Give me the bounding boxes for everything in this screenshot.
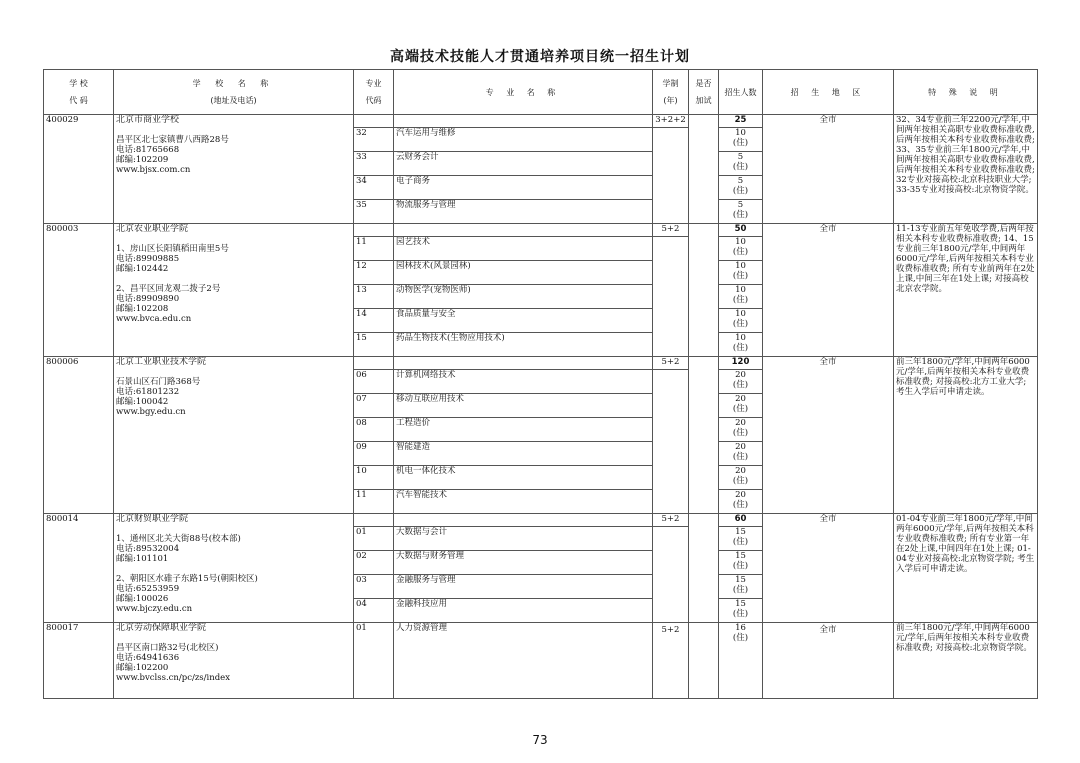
major-code: 08 [354,418,394,442]
major-enrollment: 15 (住) [719,599,763,623]
extra-exam [689,623,719,699]
duration: 5+2 [653,357,689,370]
major-name-empty [394,115,653,128]
school-row [44,514,1038,527]
major-name: 大数据与财务管理 [394,551,653,575]
major-code: 10 [354,466,394,490]
school-info [114,623,354,699]
school-address: 昌平区南口路32号(北校区) [116,643,219,653]
duration-empty [653,237,689,357]
duration: 5+2 [653,514,689,527]
school-info [114,224,354,357]
duration-empty [653,128,689,224]
major-code: 09 [354,442,394,466]
school-phone: 电话:61801232 [116,387,180,397]
school-website: www.bgy.edu.cn [116,407,186,417]
campus-phone: 电话:65253959 [116,584,180,594]
campus-address: 2、朝阳区水碓子东路15号(朝阳校区) [116,574,258,584]
school-address: 昌平区北七家镇曹八西路28号 [116,135,229,145]
major-enrollment: 20 (住) [719,442,763,466]
major-name: 园艺技术 [394,237,653,261]
campus-postcode: 邮编:100026 [116,594,169,604]
campus-address: 2、昌平区回龙观二拨子2号 [116,284,221,294]
header-school-name: 学 校 名 称 (地址及电话) [114,70,354,115]
major-code: 33 [354,152,394,176]
campus-phone: 电话:89909885 [116,254,180,264]
enrollment-total: 50 [719,224,763,237]
special-note: 11-13专业前五年免收学费,后两年按相关本科专业收费标准收费; 14、15专业前三年1800元/学年,中间两年6000元/学年,后两年按相关本科专业收费标准收费; 所有专业前两年在2处上课,中间三年在1处上课; 对接高校北京农学院。 [894,224,1038,357]
major-code: 07 [354,394,394,418]
major-enrollment: 16 (住) [719,623,763,699]
header-major-code: 专业 代码 [354,70,394,115]
major-name: 智能建造 [394,442,653,466]
header-enrollment: 招生人数 [719,70,763,115]
major-name: 汽车智能技术 [394,490,653,514]
school-website: www.bvca.edu.cn [116,314,192,324]
major-code-empty [354,357,394,370]
school-website: www.bjczy.edu.cn [116,604,193,614]
major-name: 动物医学(宠物医师) [394,285,653,309]
major-code: 11 [354,237,394,261]
header-major-name: 专 业 名 称 [394,70,653,115]
campus-phone: 电话:89909890 [116,294,180,304]
school-postcode: 邮编:100042 [116,397,169,407]
table-header-row [44,70,1038,115]
campus-postcode: 邮编:102208 [116,304,169,314]
major-name: 机电一体化技术 [394,466,653,490]
major-enrollment: 15 (住) [719,575,763,599]
area: 全市 [763,357,894,514]
school-code: 800014 [44,514,114,623]
major-enrollment: 5 (住) [719,152,763,176]
special-note: 前三年1800元/学年,中间两年6000元/学年,后两年按相关本科专业收费标准收费; 对接高校:北京物资学院。 [894,623,1038,699]
major-enrollment: 20 (住) [719,466,763,490]
major-name: 大数据与会计 [394,527,653,551]
duration-empty [653,527,689,623]
major-name: 金融服务与管理 [394,575,653,599]
major-enrollment: 20 (住) [719,370,763,394]
extra-exam [689,224,719,357]
school-code: 400029 [44,115,114,224]
school-postcode: 邮编:102200 [116,663,169,673]
major-code: 14 [354,309,394,333]
major-name: 物流服务与管理 [394,200,653,224]
special-note: 32、34专业前三年2200元/学年,中间两年按相关高职专业收费标准收费,后两年按相关本科专业收费标准收费; 33、35专业前三年1800元/学年,中间两年按相关高职专业收费标准收费,后两年按相关本科专业收费标准收费; 32专业对接高校:北京科技职业大学; 33-35专业对接高校:北京物资学院。 [894,115,1038,224]
duration: 5+2 [653,224,689,237]
special-note: 01-04专业前三年1800元/学年,中间两年6000元/学年,后两年按相关本科专业收费标准收费; 所有专业第一年在2处上课,中间四年在1处上课; 01-04专业对接高校:北京物资学院; 考生入学后可申请走读。 [894,514,1038,623]
special-note: 前三年1800元/学年,中间两年6000元/学年,后两年按相关本科专业收费标准收费; 对接高校:北方工业大学; 考生入学后可申请走读。 [894,357,1038,514]
major-enrollment: 10 (住) [719,261,763,285]
school-row [44,115,1038,128]
school-phone: 电话:81765668 [116,145,180,155]
major-name: 汽车运用与维修 [394,128,653,152]
major-code: 35 [354,200,394,224]
school-website: www.bvclss.cn/pc/zs/index [116,673,230,683]
major-name: 园林技术(风景园林) [394,261,653,285]
enrollment-total: 120 [719,357,763,370]
area: 全市 [763,115,894,224]
area: 全市 [763,224,894,357]
extra-exam [689,115,719,224]
school-code: 800017 [44,623,114,699]
major-code: 06 [354,370,394,394]
major-name: 移动互联应用技术 [394,394,653,418]
school-postcode: 邮编:102209 [116,155,169,165]
major-name-empty [394,357,653,370]
page-title: 高端技术技能人才贯通培养项目统一招生计划 [390,49,690,65]
school-name: 北京劳动保障职业学院 [116,623,207,633]
major-code: 11 [354,490,394,514]
header-extra-exam: 是否 加试 [689,70,719,115]
major-code-empty [354,514,394,527]
campus-postcode: 邮编:102442 [116,264,169,274]
major-code: 15 [354,333,394,357]
school-website: www.bjsx.com.cn [116,165,191,175]
major-name: 计算机网络技术 [394,370,653,394]
school-row [44,357,1038,370]
campus-address: 1、通州区北关大街88号(校本部) [116,534,241,544]
major-enrollment: 15 (住) [719,527,763,551]
campus-postcode: 邮编:101101 [116,554,169,564]
duration-empty [653,370,689,514]
header-notes: 特 殊 说 明 [894,70,1038,115]
major-name: 人力资源管理 [394,623,653,699]
major-enrollment: 5 (住) [719,176,763,200]
school-name: 北京农业职业学院 [116,224,189,234]
extra-exam [689,357,719,514]
major-code: 02 [354,551,394,575]
school-name: 北京市商业学校 [116,115,180,125]
school-code: 800006 [44,357,114,514]
school-info [114,514,354,623]
major-code: 04 [354,599,394,623]
campus-phone: 电话:89532004 [116,544,180,554]
header-duration: 学制 (年) [653,70,689,115]
school-name: 北京财贸职业学院 [116,514,189,524]
enrollment-total: 60 [719,514,763,527]
major-code: 13 [354,285,394,309]
extra-exam [689,514,719,623]
major-code: 32 [354,128,394,152]
school-info [114,115,354,224]
major-enrollment: 5 (住) [719,200,763,224]
major-enrollment: 10 (住) [719,333,763,357]
major-code: 01 [354,623,394,699]
major-name-empty [394,224,653,237]
major-name: 食品质量与安全 [394,309,653,333]
school-address: 石景山区石门路368号 [116,377,201,387]
major-name-empty [394,514,653,527]
area: 全市 [763,623,894,699]
major-enrollment: 10 (住) [719,309,763,333]
major-code: 03 [354,575,394,599]
major-name: 药品生物技术(生物应用技术) [394,333,653,357]
enrollment-total: 25 [719,115,763,128]
major-code-empty [354,224,394,237]
major-code: 34 [354,176,394,200]
major-enrollment: 20 (住) [719,490,763,514]
duration: 3+2+2 [653,115,689,128]
major-enrollment: 10 (住) [719,128,763,152]
major-code: 01 [354,527,394,551]
major-code: 12 [354,261,394,285]
major-enrollment: 20 (住) [719,394,763,418]
major-enrollment: 10 (住) [719,237,763,261]
school-code: 800003 [44,224,114,357]
school-row [44,224,1038,237]
major-code-empty [354,115,394,128]
enrollment-plan-table [43,69,1038,699]
major-name: 电子商务 [394,176,653,200]
page-number: 73 [532,733,548,747]
major-name: 云财务会计 [394,152,653,176]
major-name: 工程造价 [394,418,653,442]
major-name: 金融科技应用 [394,599,653,623]
area: 全市 [763,514,894,623]
campus-address: 1、房山区长阳镇稻田南里5号 [116,244,229,254]
header-school-code: 学 校 代 码 [44,70,114,115]
school-info [114,357,354,514]
major-enrollment: 10 (住) [719,285,763,309]
header-area: 招 生 地 区 [763,70,894,115]
major-enrollment: 15 (住) [719,551,763,575]
school-phone: 电话:64941636 [116,653,180,663]
school-name: 北京工业职业技术学院 [116,357,207,367]
major-enrollment: 20 (住) [719,418,763,442]
duration: 5+2 [653,623,689,699]
school-row [44,623,1038,699]
